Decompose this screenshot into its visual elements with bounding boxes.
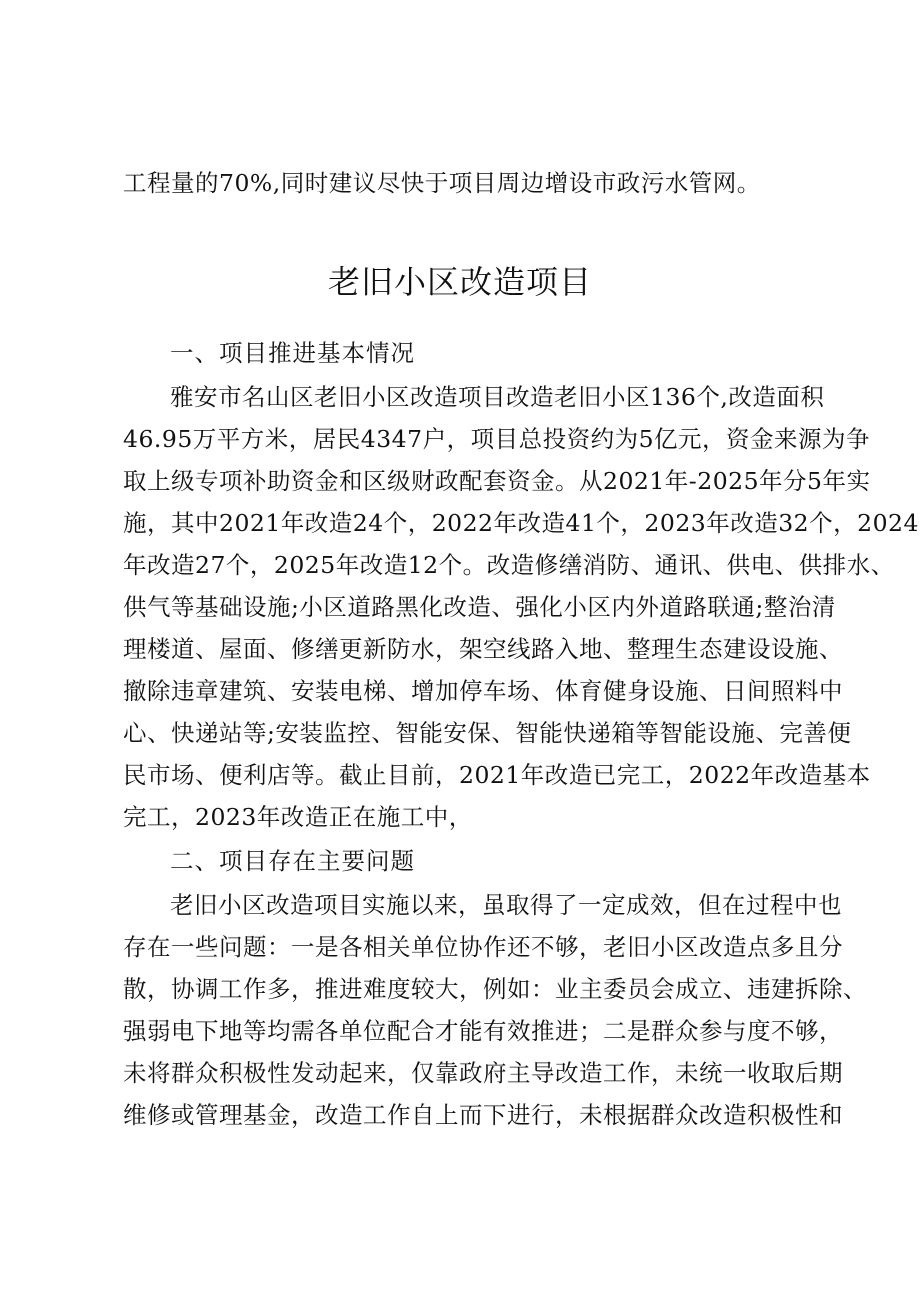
section-heading-1: 一、项目推进基本情况 xyxy=(170,339,415,367)
paragraph-line: 心、快递站等;安装监控、智能安保、智能快递箱等智能设施、完善便 xyxy=(123,719,852,747)
paragraph-line: 供气等基础设施;小区道路黑化改造、强化小区内外道路联通;整治清 xyxy=(123,593,836,621)
paragraph-line: 老旧小区改造项目实施以来，虽取得了一定成效，但在过程中也 xyxy=(170,891,842,919)
paragraph-line: 雅安市名山区老旧小区改造项目改造老旧小区136个,改造面积 xyxy=(170,383,825,411)
paragraph-line: 取上级专项补助资金和区级财政配套资金。从2021年-2025年分5年实 xyxy=(123,467,871,495)
section-heading-2: 二、项目存在主要问题 xyxy=(170,847,415,875)
paragraph-line: 散，协调工作多，推进难度较大，例如：业主委员会成立、违建拆除、 xyxy=(123,975,867,1003)
paragraph-line: 维修或管理基金，改造工作自上而下进行，未根据群众改造积极性和 xyxy=(123,1101,843,1129)
paragraph-line: 强弱电下地等均需各单位配合才能有效推进；二是群众参与度不够， xyxy=(123,1017,843,1045)
page-title: 老旧小区改造项目 xyxy=(327,263,592,301)
paragraph-line: 存在一些问题：一是各相关单位协作还不够，老旧小区改造点多且分 xyxy=(123,933,843,961)
paragraph-line: 理楼道、屋面、修缮更新防水，架空线路入地、整理生态建设设施、 xyxy=(123,635,843,663)
paragraph-line: 完工，2023年改造正在施工中， xyxy=(123,803,473,831)
paragraph-line: 未将群众积极性发动起来，仅靠政府主导改造工作，未统一收取后期 xyxy=(123,1059,843,1087)
paragraph-line: 年改造27个，2025年改造12个。改造修缮消防、通讯、供电、供排水、 xyxy=(123,551,895,579)
carryover-paragraph-line: 工程量的70%,同时建议尽快于项目周边增设市政污水管网。 xyxy=(123,169,761,197)
paragraph-line: 施，其中2021年改造24个，2022年改造41个，2023年改造32个，2024 xyxy=(123,509,919,537)
paragraph-line: 46.95万平方米，居民4347户，项目总投资约为5亿元，资金来源为争 xyxy=(123,425,871,453)
paragraph-line: 民市场、便利店等。截止目前，2021年改造已完工，2022年改造基本 xyxy=(123,761,871,789)
paragraph-line: 撤除违章建筑、安装电梯、增加停车场、体育健身设施、日间照料中 xyxy=(123,677,843,705)
